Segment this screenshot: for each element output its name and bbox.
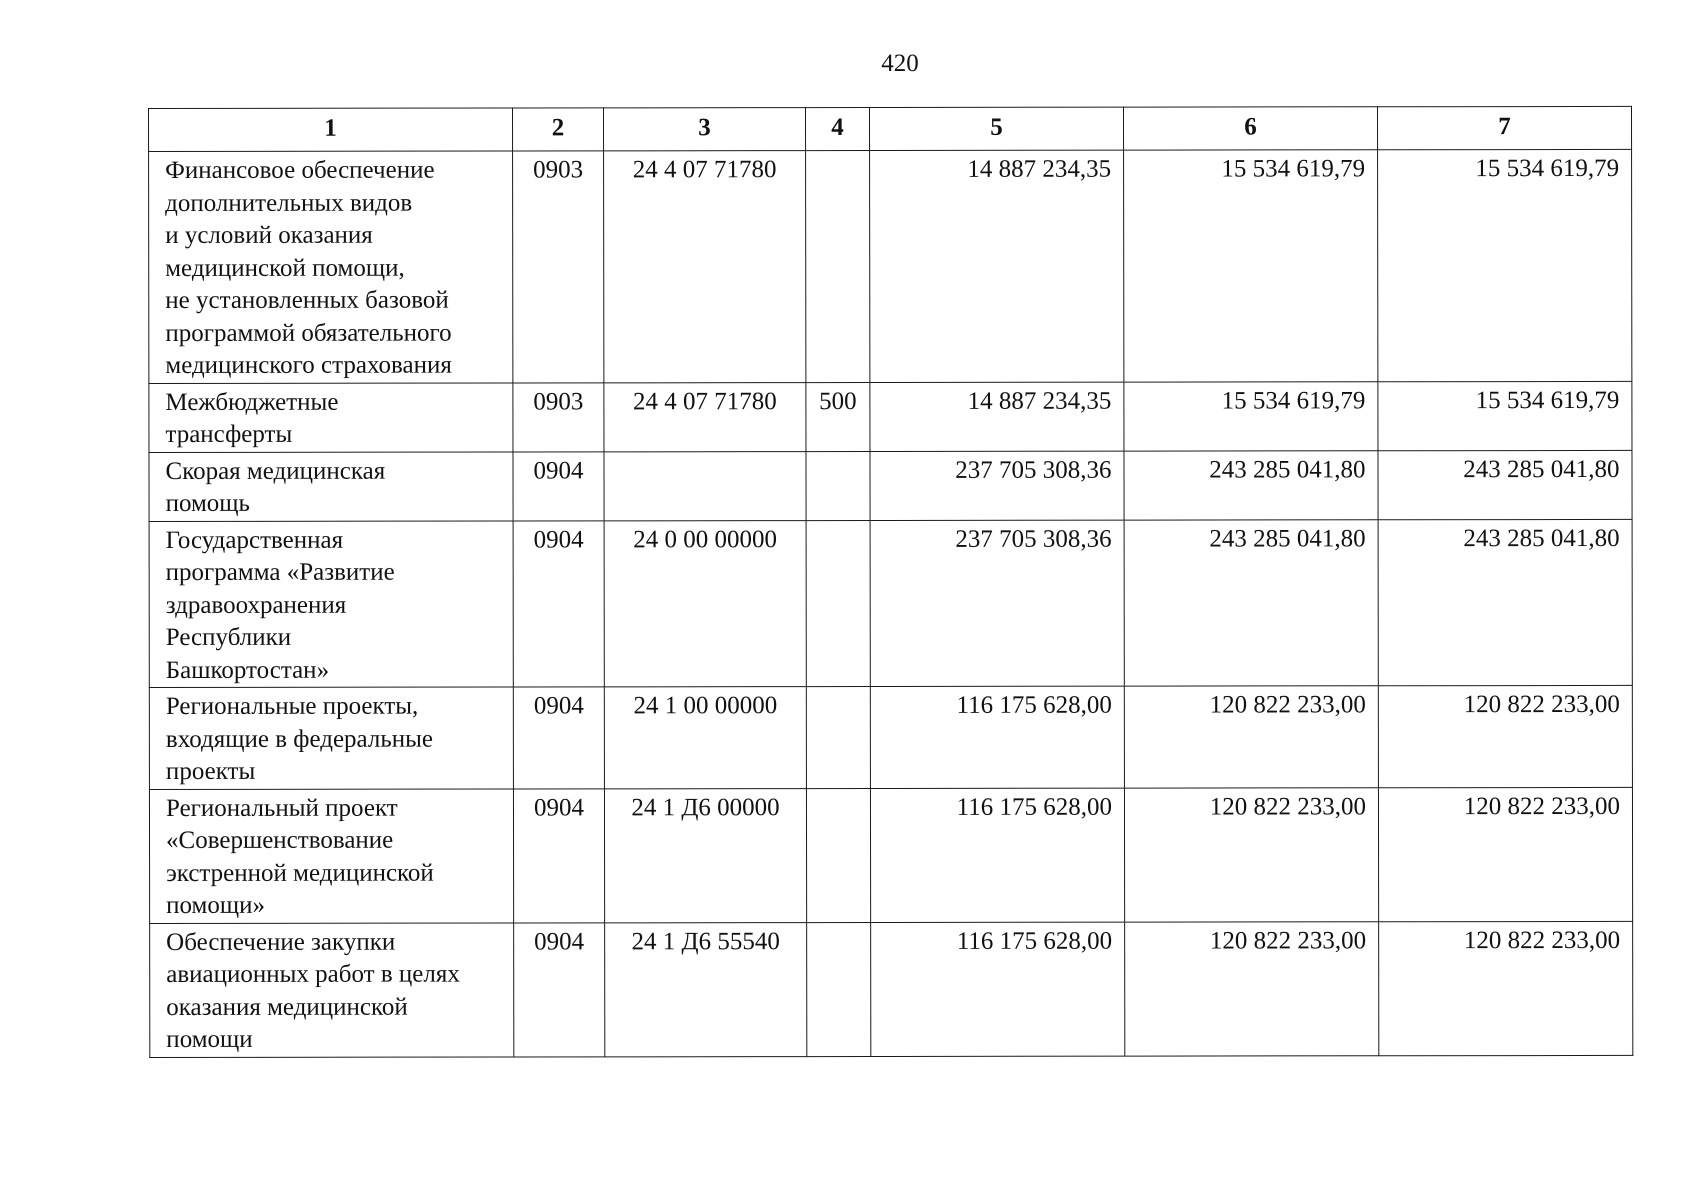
section-code-cell: 0903 — [513, 151, 604, 383]
target-code-cell: 24 0 00 00000 — [604, 520, 806, 687]
table-row — [149, 787, 1632, 923]
amount-cell-7: 243 285 041,80 — [1378, 450, 1632, 519]
row-name-line: входящие в федеральные — [165, 725, 434, 753]
row-name-cell — [149, 520, 513, 687]
section-code-cell: 0904 — [513, 520, 604, 687]
header-col-7: 7 — [1377, 106, 1631, 149]
expense-type-cell — [806, 520, 870, 687]
row-name-cell — [149, 382, 513, 452]
row-name-cell — [149, 687, 513, 789]
header-row — [149, 106, 1632, 151]
row-name-line: программой обязательного — [165, 319, 452, 347]
target-code-cell: 24 1 00 00000 — [604, 687, 806, 789]
row-name-line: трансферты — [165, 420, 293, 448]
header-col-1: 1 — [149, 108, 513, 152]
table-header — [149, 106, 1632, 151]
header-col-6: 6 — [1123, 107, 1377, 150]
amount-cell-6: 120 822 233,00 — [1124, 686, 1378, 788]
amount-cell-6: 15 534 619,79 — [1124, 150, 1378, 382]
table-row — [149, 685, 1632, 789]
expense-type-cell — [806, 788, 870, 922]
amount-cell-5: 14 887 234,35 — [870, 150, 1124, 382]
target-code-cell: 24 1 Д6 00000 — [604, 788, 806, 922]
amount-cell-6: 243 285 041,80 — [1124, 519, 1378, 686]
budget-table — [148, 106, 1633, 1058]
section-code-cell: 0903 — [513, 382, 604, 451]
expense-type-cell — [806, 686, 870, 788]
amount-cell-7: 120 822 233,00 — [1378, 685, 1632, 787]
amount-cell-5: 237 705 308,36 — [870, 451, 1124, 520]
row-name-line: Обеспечение закупки — [166, 928, 396, 956]
amount-cell-6: 120 822 233,00 — [1124, 787, 1378, 921]
row-name-line: Региональные проекты, — [165, 692, 419, 720]
header-col-4: 4 — [806, 107, 870, 150]
target-code-cell: 24 4 07 71780 — [604, 382, 806, 451]
amount-cell-5: 237 705 308,36 — [870, 520, 1124, 687]
row-name-line: и условий оказания — [165, 221, 373, 249]
header-col-5: 5 — [870, 107, 1124, 150]
row-name-line: помощи» — [166, 891, 265, 919]
row-name-line: оказания медицинской — [166, 993, 408, 1021]
table-row — [149, 519, 1632, 688]
row-name-line: Государственная — [165, 526, 344, 554]
header-col-2: 2 — [513, 108, 604, 151]
row-name-line: медицинского страхования — [165, 351, 452, 379]
target-code-cell — [604, 451, 806, 520]
section-code-cell: 0904 — [513, 687, 604, 789]
row-name-line: авиационных работ в целях — [166, 960, 460, 988]
amount-cell-6: 120 822 233,00 — [1125, 921, 1379, 1055]
table-row — [149, 450, 1632, 521]
table-body — [149, 149, 1633, 1057]
row-name-line: помощь — [165, 489, 250, 517]
row-name-line: не установленных базовой — [165, 286, 449, 314]
amount-cell-7: 120 822 233,00 — [1378, 787, 1632, 921]
section-code-cell: 0904 — [514, 922, 605, 1056]
amount-cell-5: 116 175 628,00 — [871, 922, 1125, 1056]
row-name-line: здравоохранения — [165, 591, 347, 619]
amount-cell-7: 15 534 619,79 — [1378, 149, 1632, 381]
row-name-cell — [150, 922, 514, 1057]
row-name-line: помощи — [166, 1025, 253, 1053]
row-name-cell — [149, 451, 513, 521]
page-number: 420 — [881, 50, 919, 77]
amount-cell-7: 15 534 619,79 — [1378, 381, 1632, 450]
amount-cell-7: 243 285 041,80 — [1378, 519, 1632, 686]
row-name-line: дополнительных видов — [165, 189, 413, 217]
row-name-line: экстренной медицинской — [166, 859, 434, 887]
row-name-line: Региональный проект — [165, 794, 398, 822]
row-name-cell — [149, 151, 513, 383]
table-row — [150, 921, 1633, 1057]
expense-type-cell — [807, 922, 871, 1056]
row-name-line: «Совершенствование — [166, 826, 394, 854]
expense-type-cell: 500 — [806, 382, 870, 451]
table-row — [149, 149, 1632, 383]
row-name-line: Межбюджетные — [165, 388, 339, 416]
amount-cell-5: 116 175 628,00 — [870, 788, 1124, 922]
amount-cell-5: 116 175 628,00 — [870, 686, 1124, 788]
row-name-line: Финансовое обеспечение — [165, 156, 435, 184]
row-name-line: программа «Развитие — [165, 558, 395, 586]
row-name-line: Скорая медицинская — [165, 457, 386, 485]
table-row — [149, 381, 1632, 452]
row-name-cell — [149, 788, 513, 923]
section-code-cell: 0904 — [513, 788, 604, 922]
amount-cell-6: 243 285 041,80 — [1124, 450, 1378, 519]
target-code-cell: 24 4 07 71780 — [604, 151, 806, 383]
amount-cell-7: 120 822 233,00 — [1379, 921, 1633, 1055]
row-name-line: Башкортостан» — [165, 656, 330, 684]
expense-type-cell — [806, 150, 870, 382]
row-name-line: медицинской помощи, — [165, 254, 405, 282]
row-name-line: Республики — [165, 623, 292, 651]
row-name-line: проекты — [165, 757, 256, 785]
header-col-3: 3 — [604, 108, 806, 151]
target-code-cell: 24 1 Д6 55540 — [605, 922, 807, 1056]
expense-type-cell — [806, 451, 870, 520]
section-code-cell: 0904 — [513, 451, 604, 520]
amount-cell-5: 14 887 234,35 — [870, 382, 1124, 451]
amount-cell-6: 15 534 619,79 — [1124, 381, 1378, 450]
